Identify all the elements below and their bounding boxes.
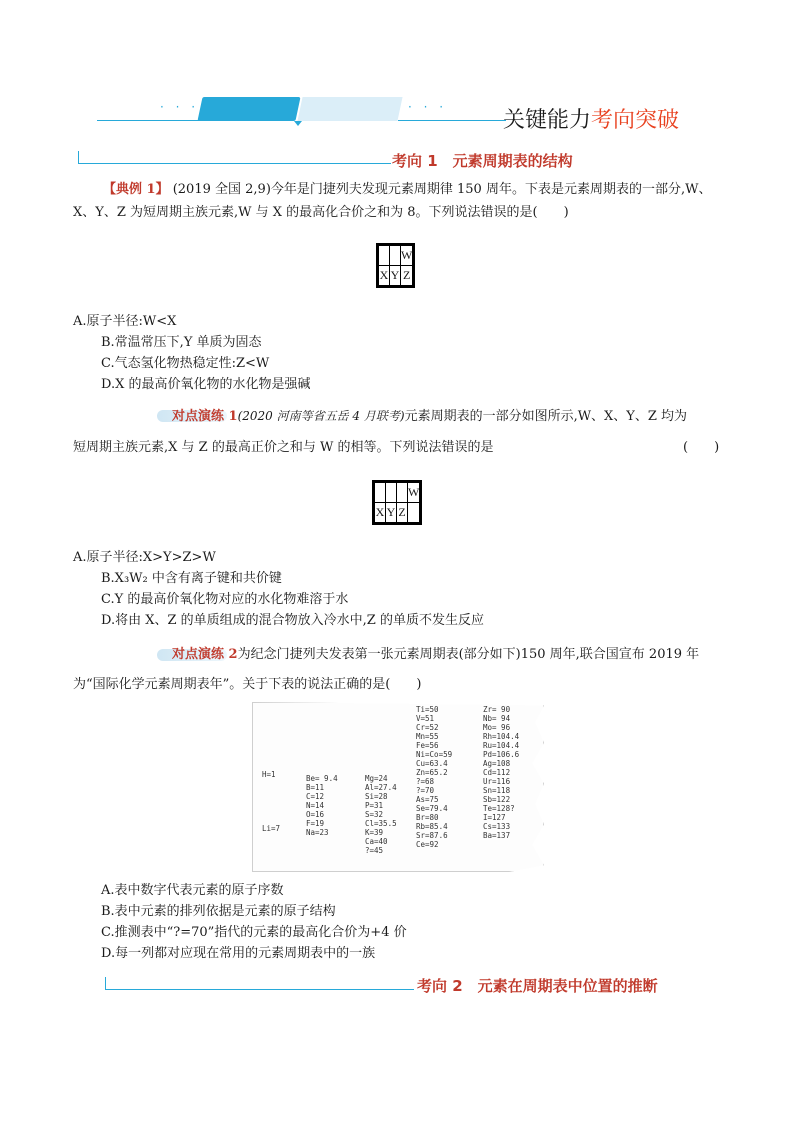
mendeleev-col-4: Ti=50 V=51 Cr=52 Mn=55 Fe=56 Ni=Co=59 Cu=63.4 Zn=65.2 ?=68 ?=70 As=75 Se=79.4 Br=80 Rb=85.4 Sr=87.6 Ce=92 xyxy=(416,705,453,849)
practice1-option-a: A.原子半径:X>Y>Z>W xyxy=(73,550,216,565)
header-dots-left: · · · xyxy=(160,100,200,114)
mendeleev-col-3: Mg=24 Al=27.4 Si=28 P=31 S=32 Cl=35.5 K=39 Ca=40 ?=45 xyxy=(365,774,397,855)
practice1-tag: 对点演练 1 xyxy=(172,409,238,424)
mendeleev-col-2: Be= 9.4 B=11 C=12 N=14 O=16 F=19 Na=23 xyxy=(306,774,338,837)
practice2-option-b: B.表中元素的排列依据是元素的原子结构 xyxy=(101,904,336,919)
grid-cell xyxy=(390,246,401,266)
practice1-source: (2020 河南等省五岳 4 月联考) xyxy=(237,409,405,423)
section2-title: 考向 2 元素在周期表中位置的推断 xyxy=(417,977,658,995)
example1-grid xyxy=(376,243,415,288)
header-dots-right: · · · xyxy=(408,100,448,114)
mendeleev-col-5: Zr= 90 Nb= 94 Mo= 96 Rh=104.4 Ru=104.4 Pd=106.6 Ag=108 Cd=112 Ur=116 Sn=118 Sb=122 Te=128? I=127 Cs=133 Ba=137 xyxy=(483,705,520,840)
grid-cell: X xyxy=(379,266,390,286)
practice1-text xyxy=(172,405,687,428)
practice2-line2: 为“国际化学元素周期表年”。关于下表的说法正确的是( ) xyxy=(73,677,422,692)
practice1-option-c: C.Y 的最高价氧化物对应的水化物难溶于水 xyxy=(101,592,349,607)
example1-tag: 【典例 1】 xyxy=(103,182,169,197)
header-line-right xyxy=(398,120,506,121)
practice2-line1: 为纪念门捷列夫发表第一张元素周期表(部分如下)150 周年,联合国宣布 2019 年 xyxy=(237,647,700,662)
page-title xyxy=(503,103,679,134)
practice2-option-a: A.表中数字代表元素的原子序数 xyxy=(101,883,284,898)
grid-cell: Z xyxy=(401,266,413,286)
grid-cell: X xyxy=(375,503,386,523)
example1-text xyxy=(103,178,711,201)
section2-bar xyxy=(105,977,414,990)
example1-option-d: D.X 的最高价氧化物的水化物是强碱 xyxy=(101,377,311,392)
title-part1: 关键能力 xyxy=(503,108,592,133)
practice2-text xyxy=(172,643,699,666)
grid-cell xyxy=(397,483,408,503)
grid-cell: Z xyxy=(397,503,408,523)
grid-cell xyxy=(386,483,397,503)
practice2-option-d: D.每一列都对应现在常用的元素周期表中的一族 xyxy=(101,946,376,961)
practice1-grid xyxy=(372,480,422,525)
grid-cell: Y xyxy=(390,266,401,286)
grid-cell xyxy=(375,483,386,503)
practice1-paren: ( ) xyxy=(683,440,720,455)
section1-title: 考向 1 元素周期表的结构 xyxy=(392,152,573,170)
practice1-option-b: B.X₃W₂ 中含有离子键和共价键 xyxy=(101,571,282,586)
grid-cell xyxy=(408,503,420,523)
mendeleev-col-1: H=1 Li=7 xyxy=(262,770,281,833)
title-part2: 考向突破 xyxy=(591,108,680,133)
practice1-option-d: D.将由 X、Z 的单质组成的混合物放入冷水中,Z 的单质不发生反应 xyxy=(101,613,484,628)
practice2-option-c: C.推测表中“?=70”指代的元素的最高化合价为+4 价 xyxy=(101,925,407,940)
grid-cell: Y xyxy=(386,503,397,523)
example1-option-a: A.原子半径:W<X xyxy=(73,314,177,329)
example1-line1: (2019 全国 2,9)今年是门捷列夫发现元素周期律 150 周年。下表是元素周期表的一部分,W、 xyxy=(172,182,712,197)
header-tab-dark xyxy=(197,97,300,121)
example1-option-c: C.气态氢化物热稳定性:Z<W xyxy=(101,356,270,371)
example1-line2: X、Y、Z 为短周期主族元素,W 与 X 的最高化合价之和为 8。下列说法错误的是( ) xyxy=(73,205,569,220)
header-tab-notch xyxy=(294,121,302,126)
grid-cell: W xyxy=(408,483,420,503)
example1-option-b: B.常温常压下,Y 单质为固态 xyxy=(101,335,262,350)
practice1-line1: 元素周期表的一部分如图所示,W、X、Y、Z 均为 xyxy=(404,409,688,424)
practice2-tag: 对点演练 2 xyxy=(172,647,238,662)
section1-bar xyxy=(78,151,391,164)
grid-cell: W xyxy=(401,246,413,266)
header-tab-light xyxy=(297,97,402,121)
practice1-line2: 短周期主族元素,X 与 Z 的最高正价之和与 W 的相等。下列说法错误的是 xyxy=(73,440,494,455)
grid-cell xyxy=(379,246,390,266)
